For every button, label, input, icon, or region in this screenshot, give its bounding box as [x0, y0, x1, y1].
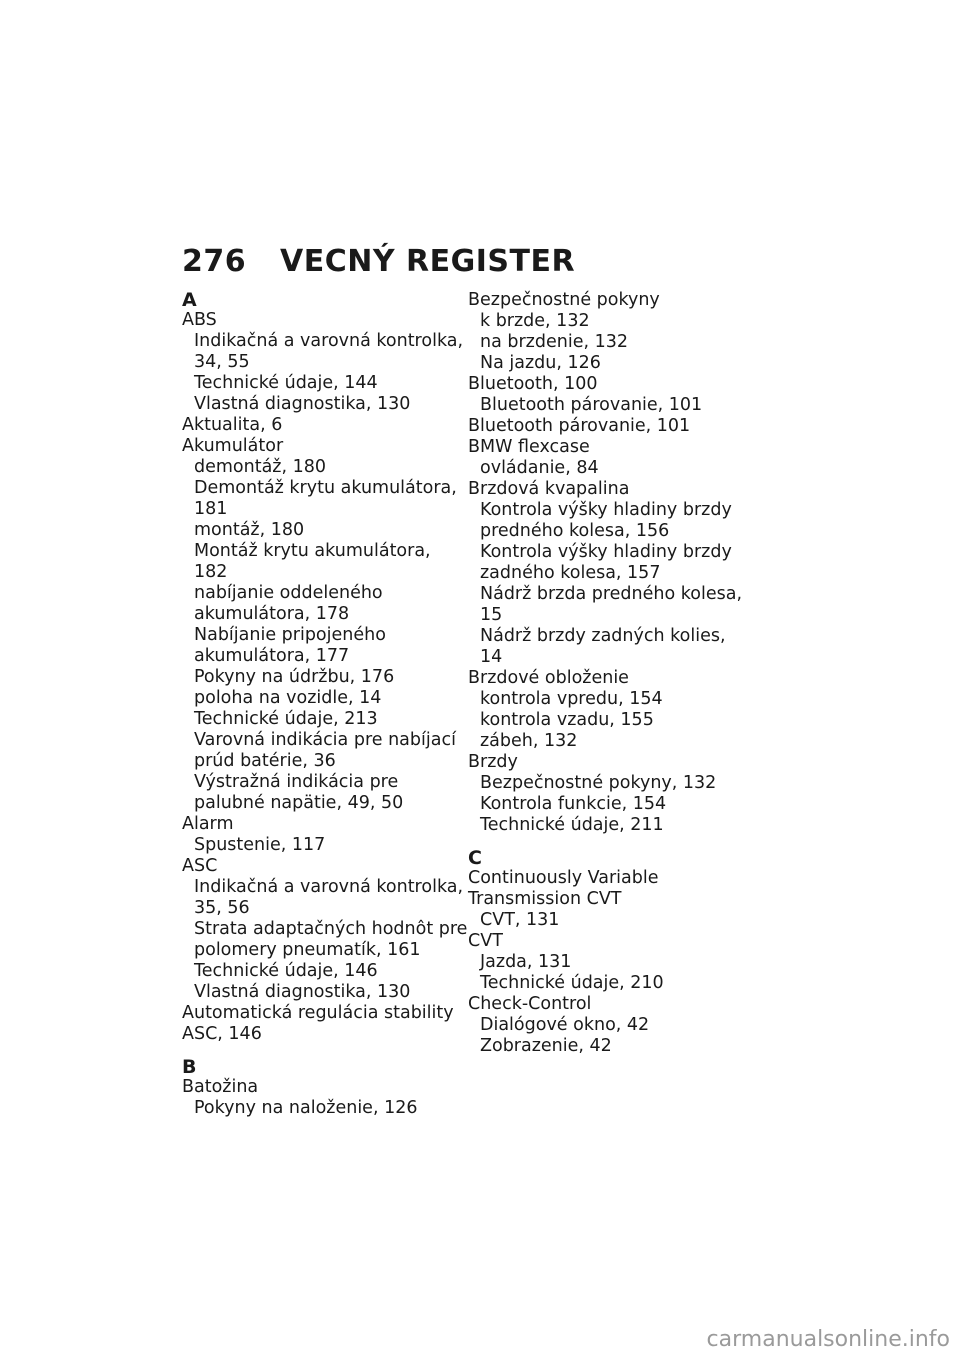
index-subentry: Nádrž brzda predného kolesa, 15: [480, 584, 743, 625]
index-subentry: Technické údaje, 213: [194, 709, 378, 729]
index-term: BMW flexcase: [468, 437, 590, 457]
index-entry: [468, 437, 742, 479]
index-entry: [468, 994, 742, 1057]
index-entry: [182, 436, 468, 814]
index-term: Brzdy: [468, 752, 518, 772]
index-subentry: Jazda, 131: [480, 952, 572, 972]
index-entry: [182, 814, 468, 856]
index-subentry: Technické údaje, 144: [194, 373, 378, 393]
index-term: ABS: [182, 310, 217, 330]
index-entry: [468, 416, 742, 437]
index-entry: [468, 479, 742, 668]
index-term: Alarm: [182, 814, 234, 834]
index-term: Bluetooth, 100: [468, 374, 598, 394]
index-entry: [468, 931, 742, 994]
index-subentry: nabíjanie oddeleného akumulátora, 178: [194, 583, 383, 624]
index-term: Aktualita, 6: [182, 415, 283, 435]
index-subentry: kontrola vzadu, 155: [480, 710, 654, 730]
index-subentry: Kontrola funkcie, 154: [480, 794, 667, 814]
index-subentry: Technické údaje, 211: [480, 815, 664, 835]
index-subentry: poloha na vozidle, 14: [194, 688, 382, 708]
index-term: Bezpečnostné pokyny: [468, 290, 660, 310]
index-subentry: CVT, 131: [480, 910, 560, 930]
index-term: Check-Control: [468, 994, 592, 1014]
index-entry: [468, 668, 742, 752]
index-entry: [182, 310, 468, 415]
index-subentry: Bluetooth párovanie, 101: [480, 395, 703, 415]
index-subentry: k brzde, 132: [480, 311, 590, 331]
index-subentry: Vlastná diagnostika, 130: [194, 394, 411, 414]
index-column-right: [468, 290, 742, 1119]
index-letter: C: [468, 847, 482, 869]
index-subentry: Spustenie, 117: [194, 835, 326, 855]
index-subentry: Technické údaje, 146: [194, 961, 378, 981]
index-subentry: Strata adaptačných hodnôt pre polomery pneumatík, 161: [194, 919, 468, 960]
index-columns: [182, 290, 742, 1119]
index-subentry: Na jazdu, 126: [480, 353, 601, 373]
index-subentry: kontrola vpredu, 154: [480, 689, 663, 709]
index-letter: B: [182, 1056, 197, 1078]
index-entry: [468, 374, 742, 416]
index-column-left: [182, 290, 468, 1119]
index-subentry: Zobrazenie, 42: [480, 1036, 612, 1056]
index-subentry: Nabíjanie pripojeného akumulátora, 177: [194, 625, 386, 666]
index-subentry: Kontrola výšky hladiny brzdy zadného kolesa, 157: [480, 542, 732, 583]
index-entry: [468, 290, 742, 374]
index-subentry: Výstražná indikácia pre palubné napätie, 49, 50: [194, 772, 404, 813]
index-subentry: Bezpečnostné pokyny, 132: [480, 773, 717, 793]
index-term: Akumulátor: [182, 436, 284, 456]
index-entry: [182, 1077, 468, 1119]
page-title: VECNÝ REGISTER: [280, 244, 576, 279]
index-subentry: Demontáž krytu akumulátora, 181: [194, 478, 457, 519]
index-term: Automatická regulácia stability ASC, 146: [182, 1003, 454, 1044]
watermark: carmanualsonline.info: [706, 1327, 950, 1352]
page-header: [182, 244, 575, 279]
index-subentry: Dialógové okno, 42: [480, 1015, 650, 1035]
index-subentry: Pokyny na údržbu, 176: [194, 667, 395, 687]
index-term: Brzdové obloženie: [468, 668, 629, 688]
index-term: Brzdová kvapalina: [468, 479, 630, 499]
index-subentry: Varovná indikácia pre nabíjací prúd batérie, 36: [194, 730, 456, 771]
index-entry: [468, 868, 742, 931]
index-subentry: Montáž krytu akumulátora, 182: [194, 541, 431, 582]
index-term: ASC: [182, 856, 218, 876]
index-term: Continuously Variable Transmission CVT: [468, 868, 659, 909]
index-entry: [468, 752, 742, 836]
index-subentry: Indikačná a varovná kontrolka, 34, 55: [194, 331, 464, 372]
index-subentry: Technické údaje, 210: [480, 973, 664, 993]
index-entry: [182, 415, 468, 436]
index-subentry: Nádrž brzdy zadných kolies, 14: [480, 626, 726, 667]
index-entry: [182, 856, 468, 1003]
index-term: CVT: [468, 931, 503, 951]
index-subentry: na brzdenie, 132: [480, 332, 628, 352]
index-term: Bluetooth párovanie, 101: [468, 416, 691, 436]
index-subentry: zábeh, 132: [480, 731, 578, 751]
page-number: 276: [182, 244, 247, 279]
index-term: Batožina: [182, 1077, 259, 1097]
index-subentry: Kontrola výšky hladiny brzdy predného kolesa, 156: [480, 500, 732, 541]
index-entry: [182, 1003, 468, 1045]
index-subentry: Vlastná diagnostika, 130: [194, 982, 411, 1002]
index-subentry: montáž, 180: [194, 520, 305, 540]
index-letter: A: [182, 289, 197, 311]
index-subentry: Pokyny na naloženie, 126: [194, 1098, 418, 1118]
index-subentry: demontáž, 180: [194, 457, 327, 477]
index-subentry: ovládanie, 84: [480, 458, 599, 478]
index-subentry: Indikačná a varovná kontrolka, 35, 56: [194, 877, 464, 918]
